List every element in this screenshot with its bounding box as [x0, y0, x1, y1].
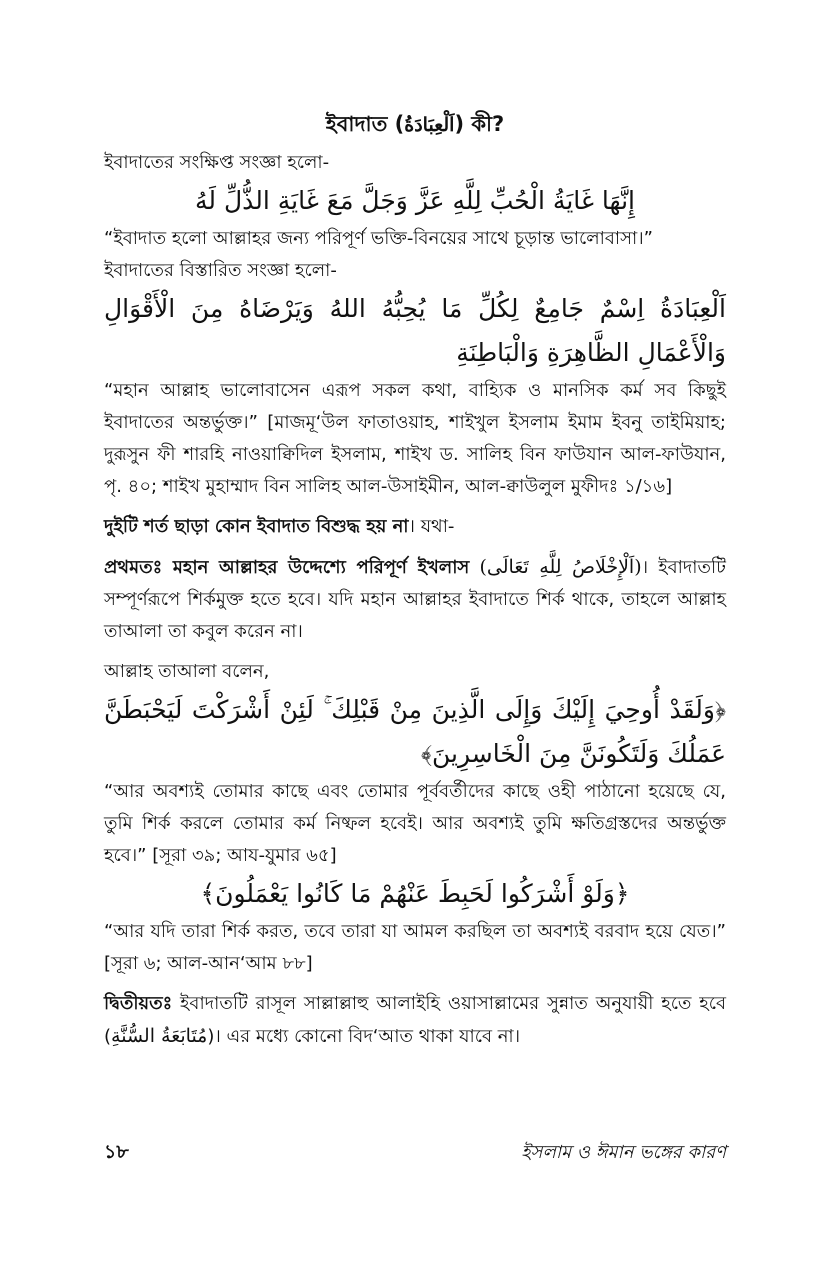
second-condition: দ্বিতীয়তঃ ইবাদাতটি রাসূল সাল্লাল্লাহু আলাইহি ওয়াসাল্লামের সুন্নাত অনুযায়ী হতে হবে (مُتَابَعَةُ السُّنَّةِ)। এর মধ্যে কোনো বিদ‘আত থাকা যাবে না। — [104, 993, 726, 1047]
conditions-heading: দুইটি শর্ত ছাড়া কোন ইবাদাত বিশুদ্ধ হয় না। যথা- — [104, 516, 455, 537]
short-definition-translation: “ইবাদাত হলো আল্লাহর জন্য পরিপূর্ণ ভক্তি-বিনয়ের সাথে চূড়ান্ত ভালোবাসা।” — [104, 228, 654, 249]
ayah-anam-88-translation: “আর যদি তারা শির্ক করত, তবে তারা যা আমল করছিল তা অবশ্যই বরবাদ হয়ে যেত।” [সূরা ৬; আল-আন‘আম ৮৮] — [104, 921, 726, 974]
long-definition-translation: “মহান আল্লাহ ভালোবাসেন এরূপ সকল কথা, বাহ্যিক ও মানসিক কর্ম সব কিছুই ইবাদাতের অন্তর্ভুক্ত।” [মাজমূ‘উল ফাতাওয়াহ, শাইখুল ইসলাম ইমাম ইবনু তাইমিয়াহ; দুরূসুন ফী শারহি নাওয়াক্বিদিল ইসলাম, শাইখ ড. সালিহ বিন ফাউযান আল-ফাউযান, পৃ. ৪০; শাইখ মুহাম্মাদ বিন সালিহ আল-উসাইমীন, আল-ক্বাউলুল মুফীদঃ ১/১৬] — [104, 380, 726, 497]
page-content — [104, 106, 726, 1053]
ayah-zumar-65: ﴿وَلَقَدْ أُوحِيَ إِلَيْكَ وَإِلَى الَّذِينَ مِنْ قَبْلِكَ ۚ لَئِنْ أَشْرَكْتَ لَيَحْبَطَنَّ عَمَلُكَ وَلَتَكُونَنَّ مِنَ الْخَاسِرِينَ﴾ — [104, 695, 726, 768]
long-definition-arabic: اَلْعِبَادَةُ اِسْمٌ جَامِعٌ لِكُلِّ مَا يُحِبُّهُ اللهُ وَيَرْضَاهُ مِنَ الْأَقْوَالِ وَالْأَعْمَالِ الظَّاهِرَةِ وَالْبَاطِنَةِ — [104, 294, 726, 367]
page-title: ইবাদাত (اَلْعِبَادَةُ) কী? — [325, 112, 505, 136]
short-definition-arabic: إِنَّهَا غَايَةُ الْحُبِّ لِلَّهِ عَزَّ وَجَلَّ مَعَ غَايَةِ الذُّلِّ لَهُ — [195, 186, 635, 215]
title-arabic: اَلْعِبَادَةُ — [404, 114, 455, 136]
second-condition-arabic: مُتَابَعَةُ السُّنَّةِ — [111, 1025, 208, 1047]
first-condition-arabic: (اَلْإِخْلَاصُ لِلَّهِ تَعَالَى) — [479, 556, 642, 578]
page-footer — [104, 1138, 726, 1168]
first-condition: প্রথমতঃ মহান আল্লাহর উদ্দেশ্যে পরিপূর্ণ ইখলাস (اَلْإِخْلَاصُ لِلَّهِ تَعَالَى)। ইবাদাতটি সম্পূর্ণরূপে শির্কমুক্ত হতে হবে। যদি মহান আল্লাহর ইবাদাতে শির্ক থাকে, তাহলে আল্লাহ তাআলা তা কবুল করেন না। — [104, 556, 726, 642]
short-definition-intro: ইবাদাতের সংক্ষিপ্ত সংজ্ঞা হলো- — [104, 152, 330, 173]
book-title: ইসলাম ও ঈমান ভঙ্গের কারণ — [521, 1142, 726, 1163]
first-condition-label: প্রথমতঃ মহান আল্লাহর উদ্দেশ্যে পরিপূর্ণ ইখলাস — [104, 557, 470, 578]
ayah-anam-88: ﴿وَلَوْ أَشْرَكُوا لَحَبِطَ عَنْهُمْ مَا كَانُوا يَعْمَلُونَ﴾ — [200, 879, 630, 908]
ayah-zumar-65-translation: “আর অবশ্যই তোমার কাছে এবং তোমার পূর্ববর্তীদের কাছে ওহী পাঠানো হয়েছে যে, তুমি শির্ক করলে তোমার কর্ম নিষ্ফল হবেই। আর অবশ্যই তুমি ক্ষতিগ্রস্তদের অন্তর্ভুক্ত হবে।” [সূরা ৩৯; আয-যুমার ৬৫] — [104, 781, 726, 866]
long-definition-intro: ইবাদাতের বিস্তারিত সংজ্ঞা হলো- — [104, 260, 337, 281]
allah-says: আল্লাহ তাআলা বলেন, — [104, 661, 270, 682]
second-condition-label: দ্বিতীয়তঃ — [104, 993, 173, 1014]
page-number: ১৮ — [104, 1141, 129, 1163]
